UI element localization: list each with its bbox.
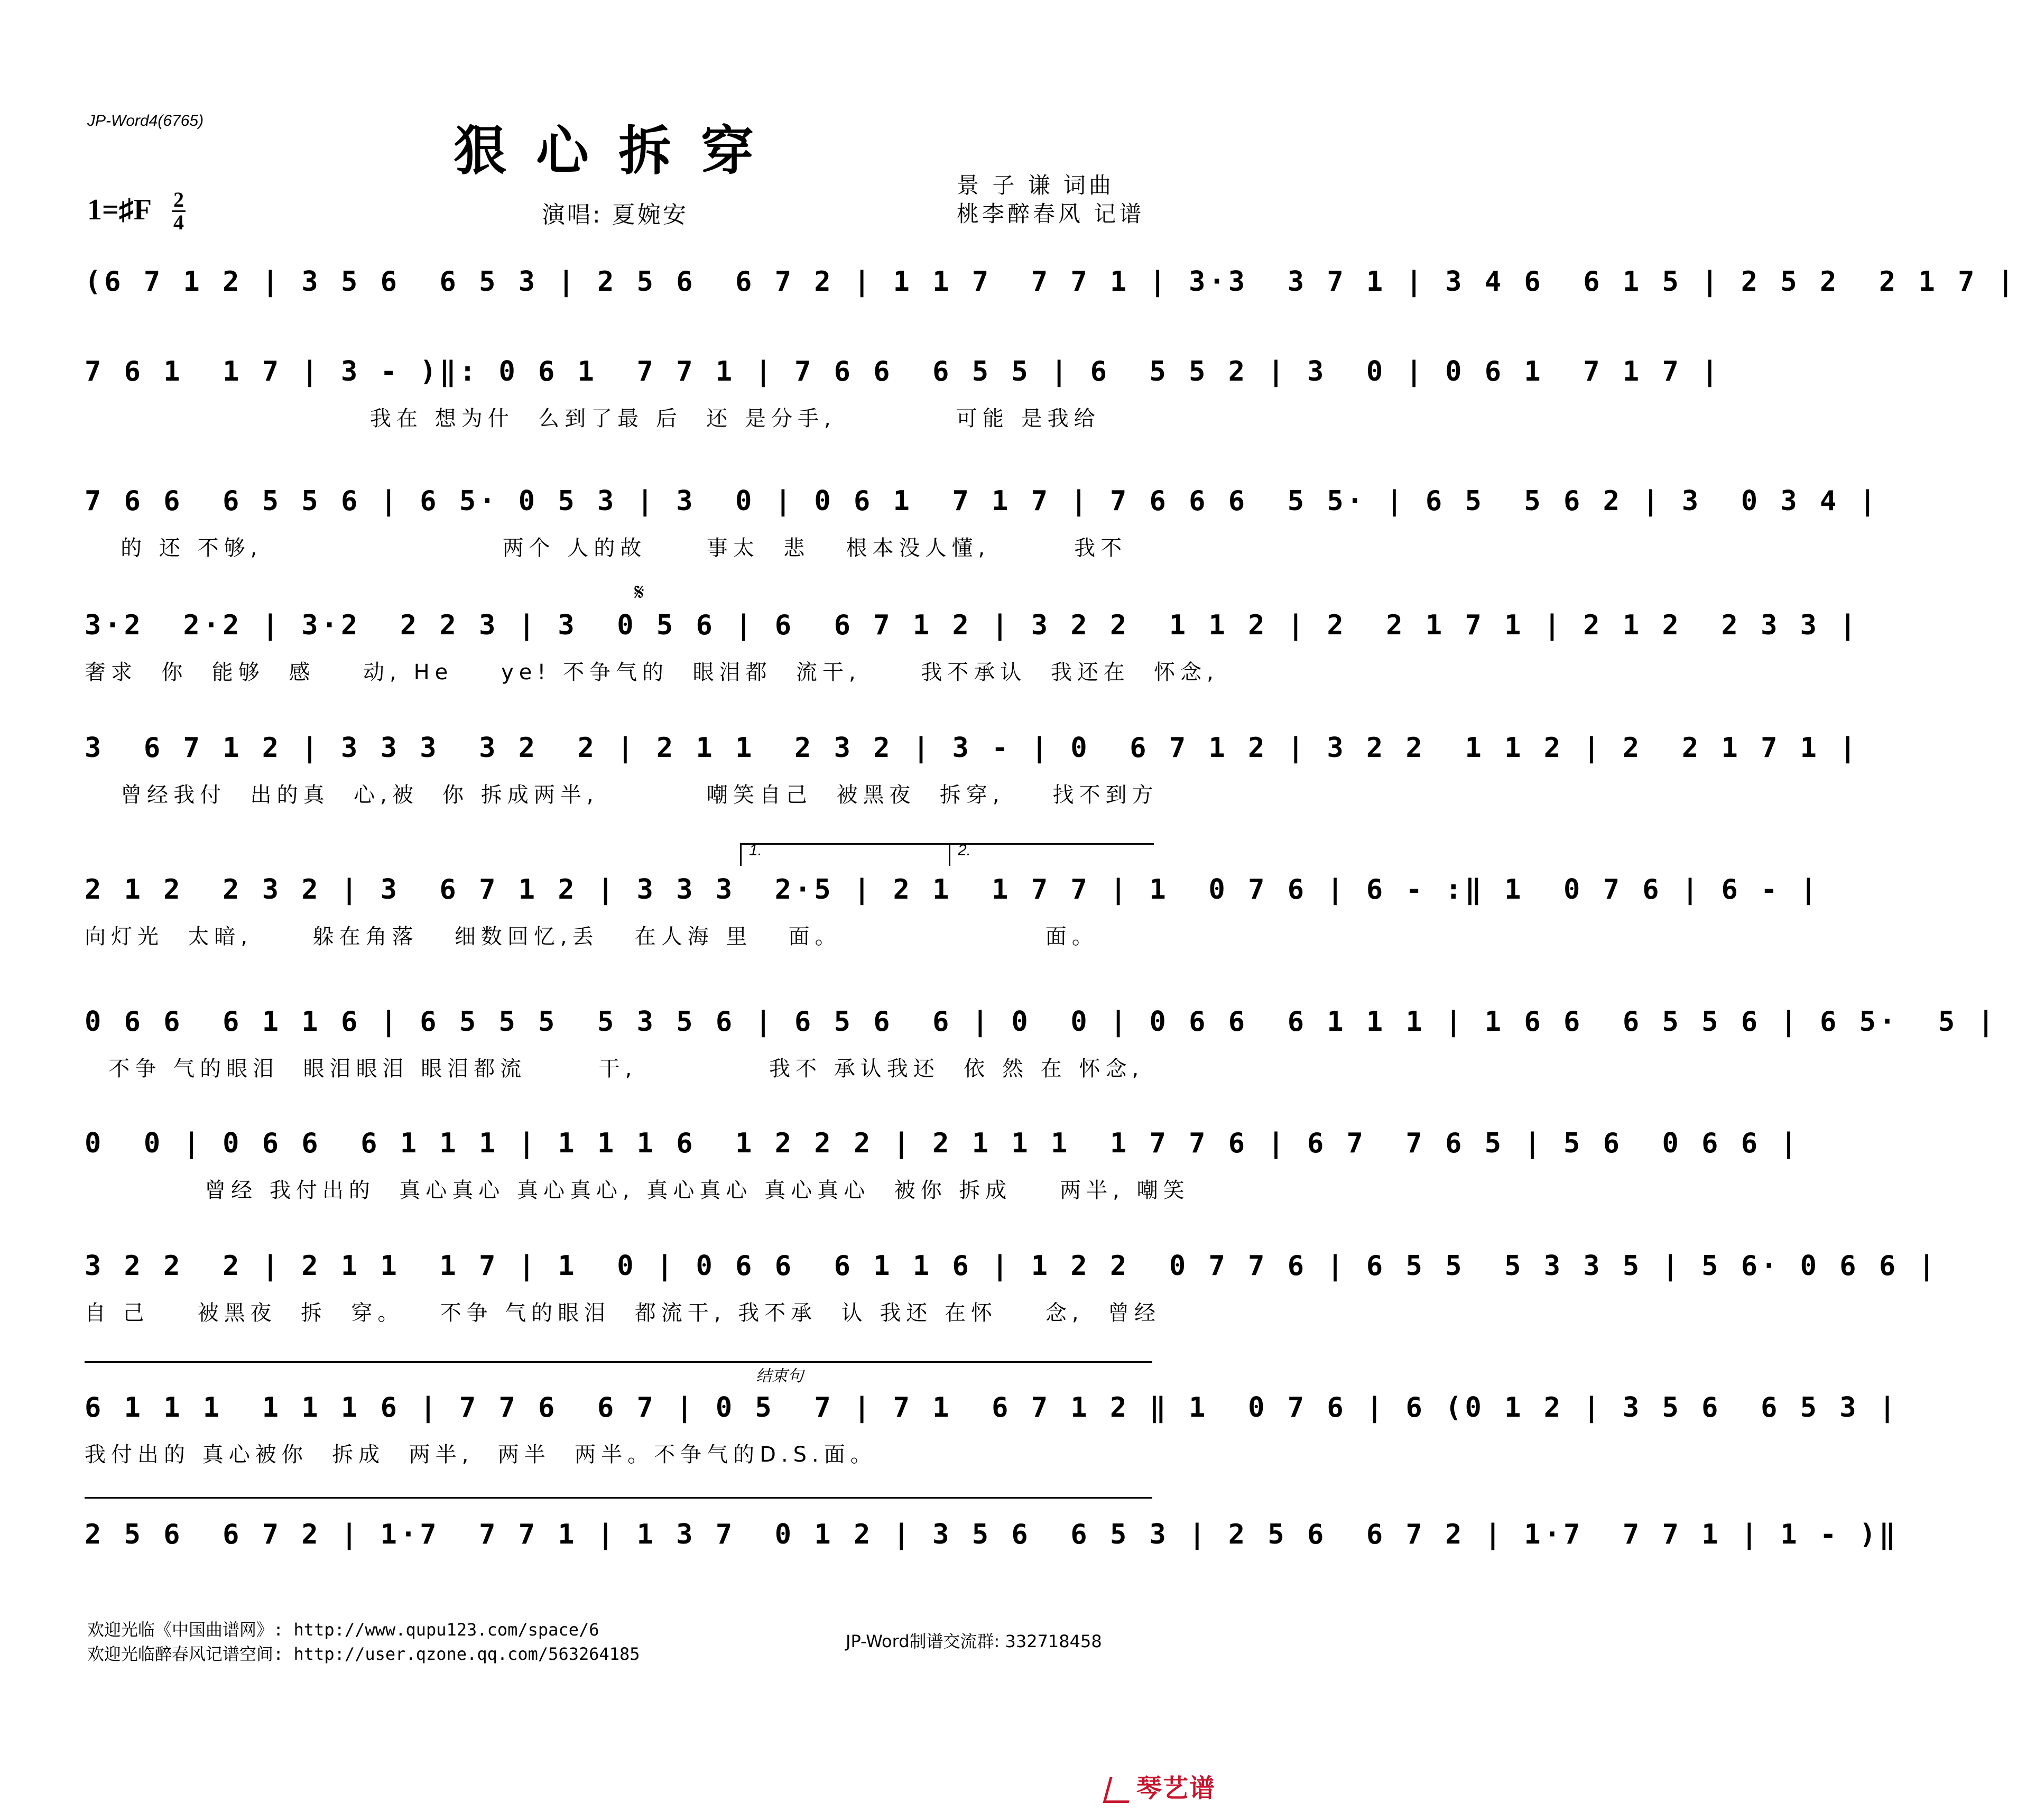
lyric-line: 曾经我付 出的真 心,被 你 拆成两半, 嘲笑自己 被黑夜 拆穿, 找不到方 (85, 783, 1159, 807)
divider-line (85, 1497, 1152, 1499)
notation-line: (6 7 1 2 | 3 5 6 6 5 3 | 2 5 6 6 7 2 | 1 1 7 7 7 1 | 3·3 3 7 1 | 3 4 6 6 1 5 | 2 5 2 2 1 7 | (85, 266, 2017, 298)
notation-line: 0 0 | 0 6 6 6 1 1 1 | 1 1 1 6 1 2 2 2 | 2 1 1 1 1 7 7 6 | 6 7 7 6 5 | 5 6 0 6 6 | (85, 1128, 1800, 1159)
notation-line: 0 6 6 6 1 1 6 | 6 5 5 5 5 3 5 6 | 6 5 6 6 | 0 0 | 0 6 6 6 1 1 1 | 1 6 6 6 5 5 6 | 6 5· 5 | (85, 1006, 1997, 1038)
lyric-line: 的 还 不够, 两个 人的故 事太 悲 根本没人懂, 我不 (85, 536, 1127, 560)
notation-line: 3 6 7 1 2 | 3 3 3 3 2 2 | 2 1 1 2 3 2 | 3 - | 0 6 7 1 2 | 3 2 2 1 1 2 | 2 2 1 7 1 | (85, 732, 1859, 764)
key-signature: 1=♯F (87, 193, 152, 226)
singer-credit: 演唱: 夏婉安 (542, 201, 688, 228)
divider-line (85, 1361, 1152, 1363)
footer-link-qupu[interactable]: 欢迎光临《中国曲谱网》: http://www.qupu123.com/space/6 (87, 1620, 599, 1640)
volta-2: 2. (949, 843, 1154, 866)
lyric-line: 奢求 你 能够 感 动, He ye! 不争气的 眼泪都 流干, 我不承认 我还在 怀念, (85, 660, 1219, 685)
lyric-line: 曾经 我付出的 真心真心 真心真心, 真心真心 真心真心 被你 拆成 两半, 嘲笑 (85, 1178, 1190, 1203)
notation-line: 3 2 2 2 | 2 1 1 1 7 | 1 0 | 0 6 6 6 1 1 6 | 1 2 2 0 7 7 6 | 6 5 5 5 3 3 5 | 5 6· 0 6 6 | (85, 1250, 1938, 1282)
notation-line: 2 1 2 2 3 2 | 3 6 7 1 2 | 3 3 3 2·5 | 2 1 1 7 7 | 1 0 7 6 | 6 - :‖ 1 0 7 6 | 6 - | (85, 874, 1820, 906)
composer-credit: 景 子 谦 词曲 (957, 172, 1115, 198)
volta-1: 1. (740, 843, 974, 866)
footer-links (87, 1618, 640, 1666)
coda-label: 结束句 (756, 1367, 803, 1385)
notation-line: 3·2 2·2 | 3·2 2 2 3 | 3 0 5 6 | 6 6 7 1 2 | 3 2 2 1 1 2 | 2 2 1 7 1 | 2 1 2 2 3 3 | (85, 609, 1859, 641)
time-signature-top: 2 (173, 188, 184, 211)
transcriber-credit: 桃李醉春风 记谱 (957, 201, 1145, 227)
song-title: 狠心拆穿 (454, 120, 783, 182)
segno-sign: 𝄋 (634, 579, 644, 606)
lyric-line: 向灯光 太暗, 躲在角落 细数回忆,丢 在人海 里 面。 面。 (85, 925, 1098, 949)
notation-line: 2 5 6 6 7 2 | 1·7 7 7 1 | 1 3 7 0 1 2 | 3 5 6 6 5 3 | 2 5 6 6 7 2 | 1·7 7 7 1 | 1 - )‖ (85, 1519, 1899, 1550)
brand-logo: 琴艺谱 (1106, 1768, 1216, 1804)
lyric-line: 我付出的 真心被你 拆成 两半, 两半 两半。不争气的D.S.面。 (85, 1443, 877, 1467)
notation-line: 7 6 1 1 7 | 3 - )‖: 0 6 1 7 7 1 | 7 6 6 6 5 5 | 6 5 5 2 | 3 0 | 0 6 1 7 1 7 | (85, 356, 1722, 387)
notation-line: 6 1 1 1 1 1 1 6 | 7 7 6 6 7 | 0 5 7 | 7 1 6 7 1 2 ‖ 1 0 7 6 | 6 (0 1 2 | 3 5 6 6 5 3 | (85, 1392, 1899, 1424)
time-signature-bottom: 4 (173, 210, 184, 234)
software-label: JP-Word4(6765) (87, 112, 204, 130)
qq-group-info: JP-Word制谱交流群: 332718458 (846, 1631, 1102, 1651)
footer-link-qzone[interactable]: 欢迎光临醉春风记谱空间: http://user.qzone.qq.com/563264185 (87, 1644, 640, 1664)
lyric-line: 我在 想为什 么到了最 后 还 是分手, 可能 是我给 (370, 407, 1100, 431)
time-signature (172, 190, 186, 232)
logo-icon (1103, 1777, 1135, 1803)
lyric-line: 不争 气的眼泪 眼泪眼泪 眼泪都流 干, 我不 承认我还 依 然 在 怀念, (85, 1057, 1144, 1081)
notation-line: 7 6 6 6 5 5 6 | 6 5· 0 5 3 | 3 0 | 0 6 1 7 1 7 | 7 6 6 6 5 5· | 6 5 5 6 2 | 3 0 3 4 | (85, 485, 1879, 517)
lyric-line: 自 己 被黑夜 拆 穿。 不争 气的眼泪 都流干, 我不承 认 我还 在怀 念, 曾经 (85, 1301, 1161, 1325)
